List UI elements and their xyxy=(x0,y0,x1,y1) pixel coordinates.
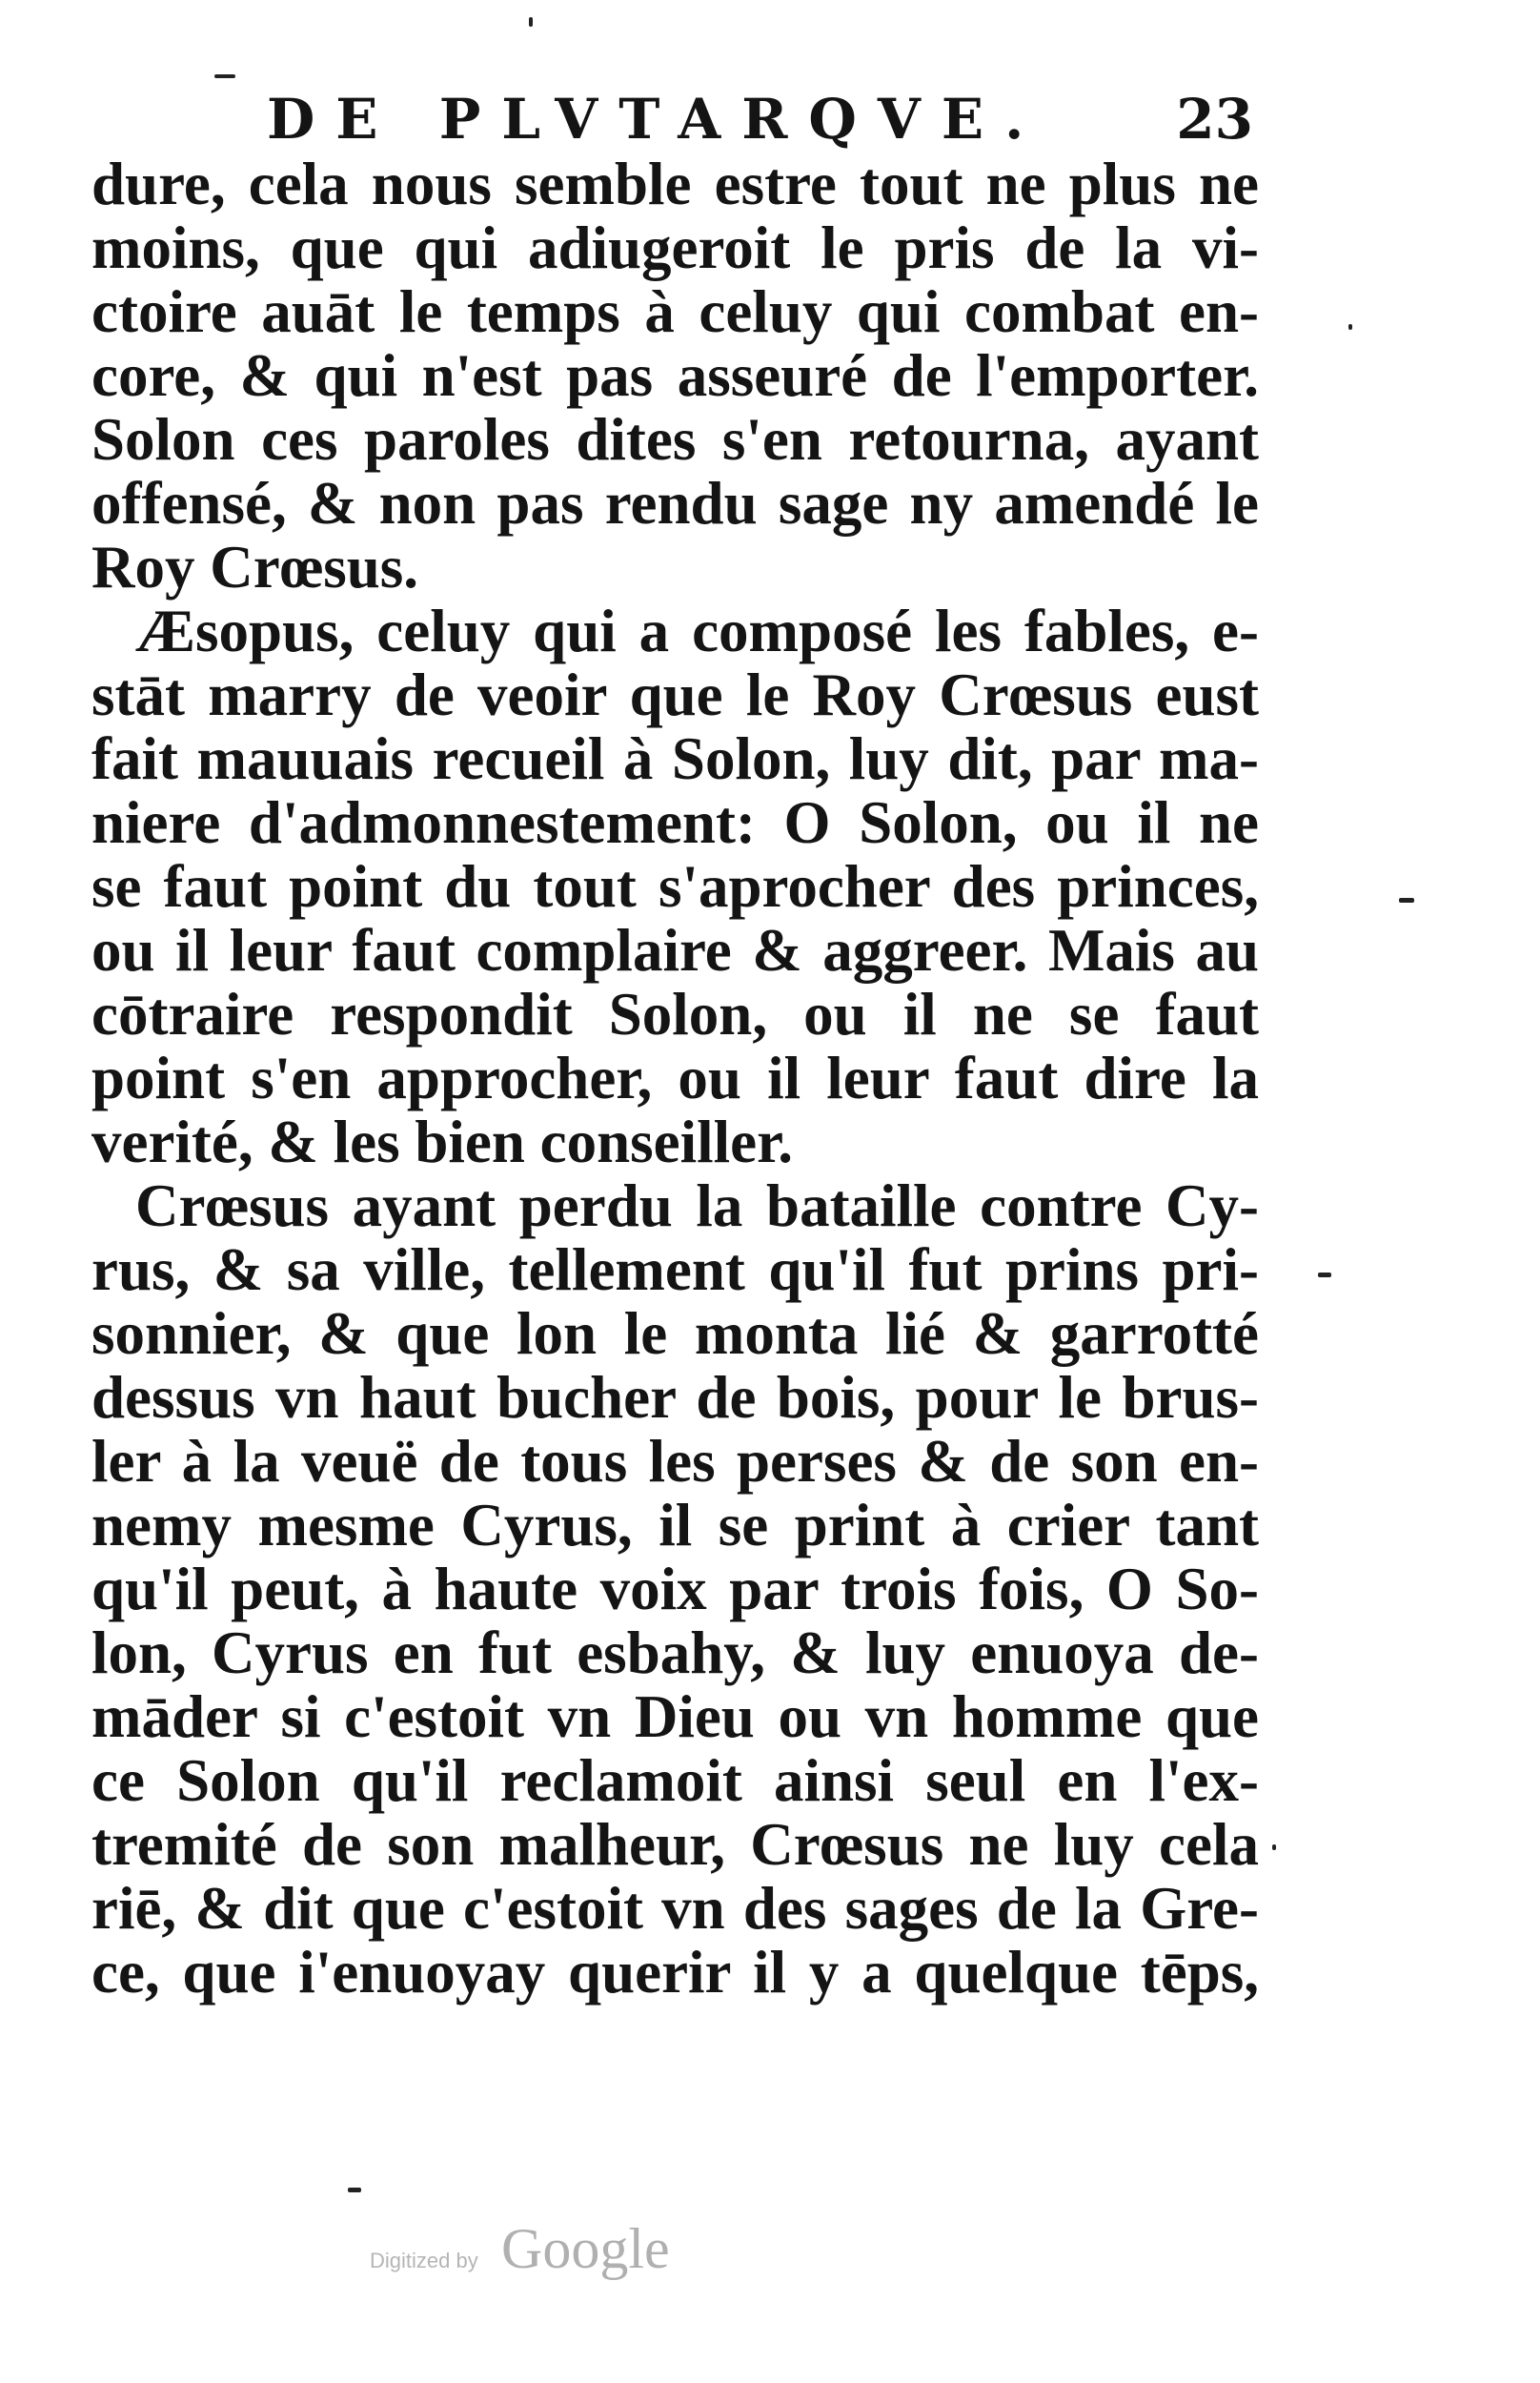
text-line: niere d'admonnestement: O Solon, ou il ne xyxy=(91,789,1259,856)
text-line: dure, cela nous semble estre tout ne plus ne xyxy=(91,151,1259,217)
text-line: core, & qui n'est pas asseuré de l'emporter. xyxy=(91,342,1259,409)
text-line: ler à la veuë de tous les perses & de son en- xyxy=(91,1428,1259,1495)
text-line: offensé, & non pas rendu sage ny amendé le xyxy=(91,470,1259,537)
scan-speck xyxy=(214,74,235,78)
text-line: māder si c'estoit vn Dieu ou vn homme que xyxy=(91,1683,1259,1750)
text-line: ctoire auāt le temps à celuy qui combat en- xyxy=(91,278,1259,345)
running-title: DE PLVTARQVE. xyxy=(267,87,1045,152)
text-line: verité, & les bien conseiller. xyxy=(91,1109,794,1175)
text-line: Crœsus ayant perdu la bataille contre Cy- xyxy=(135,1172,1259,1239)
digitized-label: Digitized by xyxy=(370,2249,478,2272)
scan-speck xyxy=(1348,324,1352,330)
text-line: Roy Crœsus. xyxy=(91,534,419,601)
text-line: point s'en approcher, ou il leur faut dire la xyxy=(91,1045,1259,1111)
text-line: dessus vn haut bucher de bois, pour le brus- xyxy=(91,1364,1259,1431)
text-line: ce, que i'enuoyay querir il y a quelque tēps, xyxy=(91,1939,1259,2006)
text-line: ce Solon qu'il reclamoit ainsi seul en l'ex- xyxy=(91,1747,1259,1814)
google-logo: Google xyxy=(501,2217,670,2280)
text-line: fait mauuais recueil à Solon, luy dit, par ma- xyxy=(91,725,1259,792)
text-line: Solon ces paroles dites s'en retourna, ayant xyxy=(91,406,1259,473)
text-line: tremité de son malheur, Crœsus ne luy cela xyxy=(91,1811,1259,1878)
page-header xyxy=(95,76,1253,162)
scan-speck xyxy=(1399,898,1414,903)
scan-speck xyxy=(1272,1844,1276,1850)
text-line: se faut point du tout s'aprocher des princes, xyxy=(91,853,1259,920)
scan-speck xyxy=(529,17,533,27)
scan-speck xyxy=(348,2188,361,2192)
text-line: nemy mesme Cyrus, il se print à crier tant xyxy=(91,1492,1259,1558)
text-line: moins, que qui adiugeroit le pris de la vi- xyxy=(91,214,1259,281)
text-line: lon, Cyrus en fut esbahy, & luy enuoya de- xyxy=(91,1619,1259,1686)
text-line: stāt marry de veoir que le Roy Crœsus eust xyxy=(91,662,1259,728)
text-line: cōtraire respondit Solon, ou il ne se faut xyxy=(91,981,1259,1048)
text-line: qu'il peut, à haute voix par trois fois, O So- xyxy=(91,1556,1259,1622)
text-line: Æsopus, celuy qui a composé les fables, e- xyxy=(135,598,1259,664)
page-number: 23 xyxy=(1176,87,1253,152)
scan-speck xyxy=(1318,1273,1331,1277)
text-line: rus, & sa ville, tellement qu'il fut prins pri- xyxy=(91,1236,1259,1303)
text-line: riē, & dit que c'estoit vn des sages de la Gre- xyxy=(91,1875,1259,1942)
text-line: ou il leur faut complaire & aggreer. Mais au xyxy=(91,917,1259,984)
text-line: sonnier, & que lon le monta lié & garrotté xyxy=(91,1300,1259,1367)
body-text xyxy=(91,153,1259,2005)
digitization-footer xyxy=(370,2216,713,2292)
